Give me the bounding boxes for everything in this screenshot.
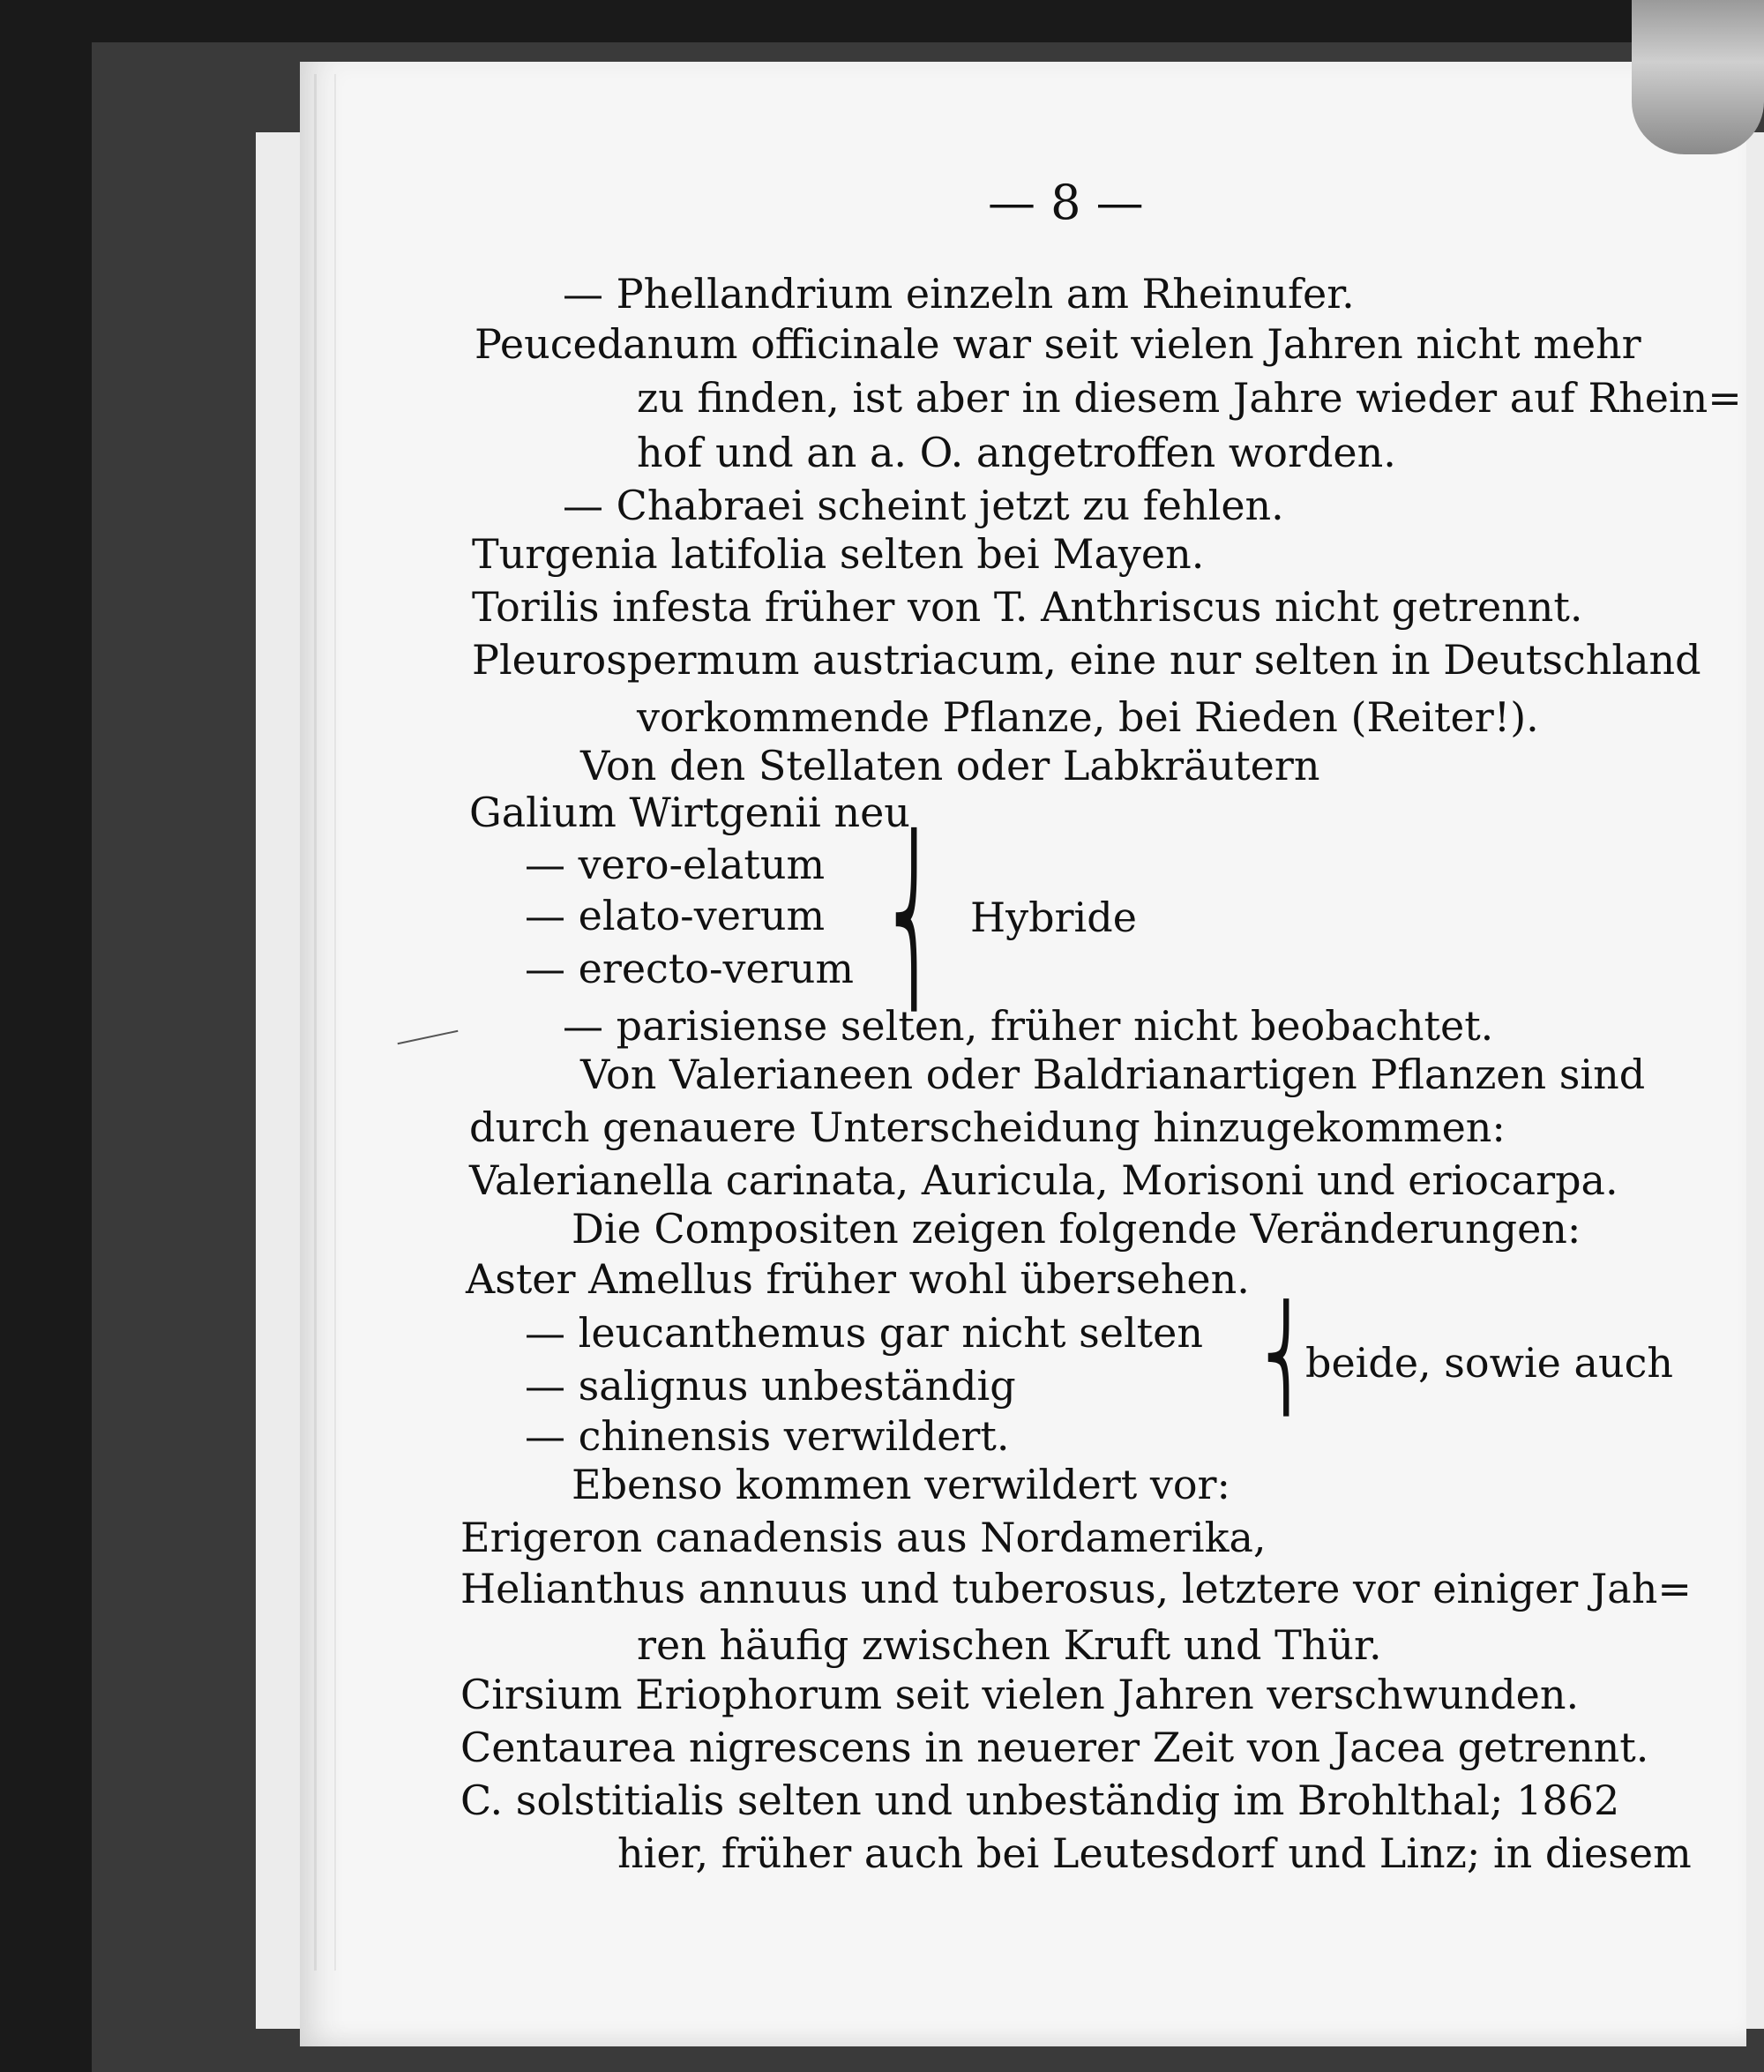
page-edges [314,74,336,1971]
text-line: — salignus unbeständig [525,1362,1016,1410]
text-line: — Phellandrium einzeln am Rheinufer. [563,270,1355,318]
text-line: — chinensis verwildert. [525,1412,1010,1460]
text-line: — Chabraei scheint jetzt zu fehlen. [563,482,1284,529]
text-line: durch genauere Unterscheidung hinzugekommen: [469,1103,1506,1151]
text-line: Erigeron canadensis aus Nordamerika, [460,1514,1267,1561]
text-line: — leucanthemus gar nicht selten [525,1309,1203,1357]
text-line: beide, sowie auch [1305,1339,1673,1387]
text-line: Pleurospermum austriacum, eine nur selten in Deutschland [472,636,1701,684]
text-line: zu finden, ist aber in diesem Jahre wieder auf Rhein= [637,374,1742,422]
text-line: Aster Amellus früher wohl übersehen. [466,1255,1250,1303]
text-line: Ebenso kommen verwildert vor: [572,1461,1231,1508]
text-line: hof und an a. O. angetroffen worden. [637,429,1396,476]
binder-clip [1632,0,1764,154]
text-line: Hybride [970,894,1137,941]
brace: ⎨ [891,829,938,1010]
page-number: — 8 — [988,175,1144,230]
text-line: — vero-elatum [525,841,826,888]
text-line: Von Valerianeen oder Baldrianartigen Pflanzen sind [580,1051,1646,1098]
text-line: Torilis infesta früher von T. Anthriscus nicht getrennt. [472,583,1583,631]
text-line: — erecto-verum [525,945,854,992]
text-line: Valerianella carinata, Auricula, Morisoni und eriocarpa. [469,1156,1618,1204]
text-line: Peucedanum officinale war seit vielen Jahren nicht mehr [475,320,1641,368]
text-line: Galium Wirtgenii neu [469,789,910,836]
text-line: Von den Stellaten oder Labkräutern [580,742,1320,789]
text-line: hier, früher auch bei Leutesdorf und Linz; in diesem [617,1829,1692,1877]
brace: ⎨ [1263,1299,1310,1416]
text-line: C. solstitialis selten und unbeständig im Brohlthal; 1862 [460,1777,1620,1824]
text-line: Helianthus annuus und tuberosus, letztere vor einiger Jah= [460,1565,1692,1612]
text-line: Turgenia latifolia selten bei Mayen. [472,530,1205,578]
text-line: — parisiense selten, früher nicht beobachtet. [563,1002,1494,1050]
text-line: Die Compositen zeigen folgende Veränderungen: [572,1205,1581,1253]
text-line: vorkommende Pflanze, bei Rieden (Reiter!). [637,693,1539,741]
text-line: — elato-verum [525,892,826,939]
text-line: ren häufig zwischen Kruft und Thür. [637,1621,1382,1669]
text-line: Cirsium Eriophorum seit vielen Jahren verschwunden. [460,1671,1580,1718]
text-line: Centaurea nigrescens in neuerer Zeit von Jacea getrennt. [460,1724,1649,1771]
